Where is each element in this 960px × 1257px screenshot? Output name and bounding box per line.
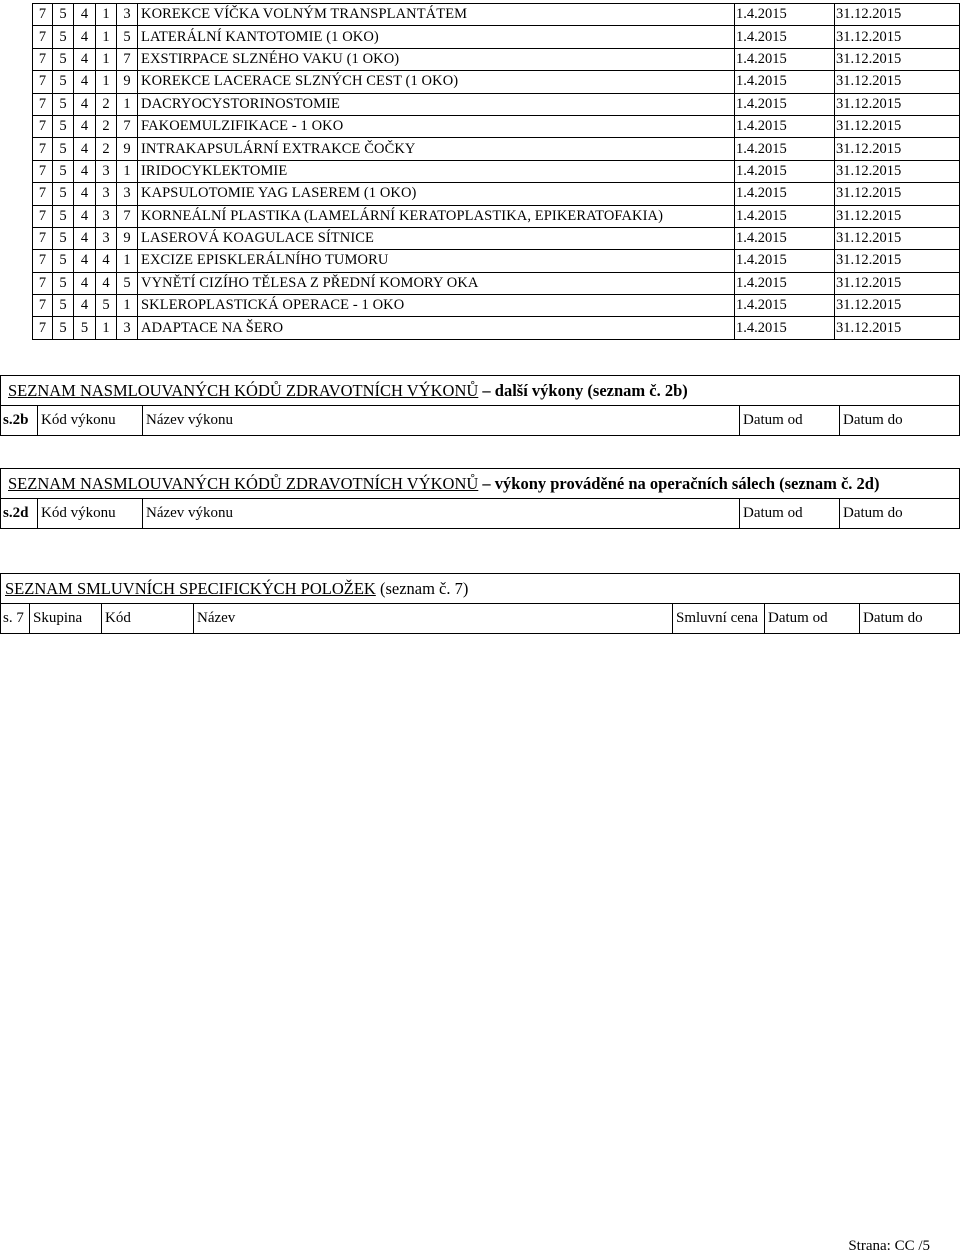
- list-7-section: [0, 573, 960, 634]
- date-from: 1.4.2015: [735, 160, 835, 182]
- list-7-col-price: Smluvní cena: [673, 604, 765, 634]
- code-digit-3: 4: [74, 183, 96, 205]
- code-digit-1: 7: [33, 272, 53, 294]
- code-digit-3: 4: [74, 48, 96, 70]
- procedure-name: KOREKCE LACERACE SLZNÝCH CEST (1 OKO): [138, 71, 735, 93]
- code-digit-1: 7: [33, 250, 53, 272]
- code-digit-4: 1: [96, 4, 117, 26]
- code-digit-3: 5: [74, 317, 96, 339]
- date-to: 31.12.2015: [835, 183, 960, 205]
- date-from: 1.4.2015: [735, 317, 835, 339]
- table-row: [33, 48, 960, 70]
- code-digit-5: 1: [117, 160, 138, 182]
- list-2b-col-to: Datum do: [840, 406, 960, 436]
- date-to: 31.12.2015: [835, 317, 960, 339]
- code-digit-2: 5: [53, 71, 74, 93]
- code-digit-3: 4: [74, 295, 96, 317]
- date-to: 31.12.2015: [835, 205, 960, 227]
- code-digit-5: 1: [117, 93, 138, 115]
- code-digit-4: 4: [96, 250, 117, 272]
- procedure-name: SKLEROPLASTICKÁ OPERACE - 1 OKO: [138, 295, 735, 317]
- code-digit-5: 5: [117, 272, 138, 294]
- table-row: [33, 317, 960, 339]
- code-digit-2: 5: [53, 160, 74, 182]
- code-digit-4: 1: [96, 71, 117, 93]
- table-row: [33, 295, 960, 317]
- code-digit-5: 3: [117, 4, 138, 26]
- code-digit-1: 7: [33, 138, 53, 160]
- code-digit-1: 7: [33, 48, 53, 70]
- date-from: 1.4.2015: [735, 183, 835, 205]
- code-digit-3: 4: [74, 227, 96, 249]
- procedure-name: INTRAKAPSULÁRNÍ EXTRAKCE ČOČKY: [138, 138, 735, 160]
- date-from: 1.4.2015: [735, 138, 835, 160]
- table-row: [33, 227, 960, 249]
- code-digit-5: 9: [117, 227, 138, 249]
- list-2d-col-code: Kód výkonu: [38, 499, 143, 529]
- procedure-name: ADAPTACE NA ŠERO: [138, 317, 735, 339]
- date-to: 31.12.2015: [835, 26, 960, 48]
- list-2b-title-main: SEZNAM NASMLOUVANÝCH KÓDŮ ZDRAVOTNÍCH VÝKONŮ: [8, 380, 479, 400]
- code-digit-1: 7: [33, 295, 53, 317]
- code-digit-2: 5: [53, 295, 74, 317]
- list-2d-title-main: SEZNAM NASMLOUVANÝCH KÓDŮ ZDRAVOTNÍCH VÝKONŮ: [8, 473, 479, 493]
- table-row: [33, 250, 960, 272]
- code-digit-2: 5: [53, 4, 74, 26]
- date-to: 31.12.2015: [835, 71, 960, 93]
- date-from: 1.4.2015: [735, 205, 835, 227]
- table-row: [33, 115, 960, 137]
- procedure-name: KOREKCE VÍČKA VOLNÝM TRANSPLANTÁTEM: [138, 4, 735, 26]
- code-digit-2: 5: [53, 183, 74, 205]
- list-2b-col-section: s.2b: [1, 406, 38, 436]
- procedure-name: VYNĚTÍ CIZÍHO TĚLESA Z PŘEDNÍ KOMORY OKA: [138, 272, 735, 294]
- date-to: 31.12.2015: [835, 295, 960, 317]
- list-2b-title-rest: – další výkony (seznam č. 2b): [478, 380, 688, 400]
- code-digit-5: 3: [117, 317, 138, 339]
- code-digit-5: 1: [117, 250, 138, 272]
- code-digit-4: 3: [96, 160, 117, 182]
- code-digit-1: 7: [33, 317, 53, 339]
- procedure-name: KORNEÁLNÍ PLASTIKA (LAMELÁRNÍ KERATOPLASTIKA, EPIKERATOFAKIA): [138, 205, 735, 227]
- code-digit-2: 5: [53, 26, 74, 48]
- code-digit-3: 4: [74, 160, 96, 182]
- code-digit-3: 4: [74, 205, 96, 227]
- code-digit-1: 7: [33, 227, 53, 249]
- date-to: 31.12.2015: [835, 272, 960, 294]
- code-digit-4: 1: [96, 317, 117, 339]
- list-2b-title: [1, 376, 960, 406]
- code-digit-5: 7: [117, 48, 138, 70]
- table-row: [33, 71, 960, 93]
- code-digit-4: 2: [96, 138, 117, 160]
- list-7-col-name: Název: [194, 604, 673, 634]
- code-digit-4: 1: [96, 48, 117, 70]
- table-row: [33, 93, 960, 115]
- list-2d-col-to: Datum do: [840, 499, 960, 529]
- code-digit-5: 9: [117, 138, 138, 160]
- code-digit-5: 3: [117, 183, 138, 205]
- procedure-name: EXSTIRPACE SLZNÉHO VAKU (1 OKO): [138, 48, 735, 70]
- code-digit-5: 7: [117, 205, 138, 227]
- date-from: 1.4.2015: [735, 250, 835, 272]
- list-2b-col-from: Datum od: [740, 406, 840, 436]
- list-7-title-main: SEZNAM SMLUVNÍCH SPECIFICKÝCH POLOŽEK: [5, 578, 376, 598]
- code-digit-5: 5: [117, 26, 138, 48]
- page-number: Strana: CC /5: [848, 1238, 930, 1254]
- date-from: 1.4.2015: [735, 115, 835, 137]
- table-row: [33, 272, 960, 294]
- code-digit-4: 5: [96, 295, 117, 317]
- date-from: 1.4.2015: [735, 227, 835, 249]
- code-digit-4: 2: [96, 93, 117, 115]
- code-digit-4: 2: [96, 115, 117, 137]
- code-digit-4: 3: [96, 183, 117, 205]
- date-to: 31.12.2015: [835, 93, 960, 115]
- procedure-name: IRIDOCYKLEKTOMIE: [138, 160, 735, 182]
- list-2d-section: [0, 468, 960, 529]
- date-to: 31.12.2015: [835, 227, 960, 249]
- table-row: [33, 205, 960, 227]
- code-digit-2: 5: [53, 272, 74, 294]
- list-7-col-section: s. 7: [1, 604, 30, 634]
- code-digit-2: 5: [53, 48, 74, 70]
- table-row: [33, 160, 960, 182]
- date-to: 31.12.2015: [835, 4, 960, 26]
- date-to: 31.12.2015: [835, 138, 960, 160]
- list-7-title-rest: (seznam č. 7): [375, 578, 469, 598]
- code-digit-4: 4: [96, 272, 117, 294]
- procedure-name: EXCIZE EPISKLERÁLNÍHO TUMORU: [138, 250, 735, 272]
- list-2d-col-name: Název výkonu: [143, 499, 740, 529]
- procedure-name: KAPSULOTOMIE YAG LASEREM (1 OKO): [138, 183, 735, 205]
- date-from: 1.4.2015: [735, 48, 835, 70]
- code-digit-3: 4: [74, 93, 96, 115]
- date-to: 31.12.2015: [835, 115, 960, 137]
- list-2d-col-section: s.2d: [1, 499, 38, 529]
- code-digit-1: 7: [33, 183, 53, 205]
- code-digit-1: 7: [33, 205, 53, 227]
- procedure-name: FAKOEMULZIFIKACE - 1 OKO: [138, 115, 735, 137]
- date-to: 31.12.2015: [835, 250, 960, 272]
- date-from: 1.4.2015: [735, 295, 835, 317]
- code-digit-1: 7: [33, 160, 53, 182]
- code-digit-3: 4: [74, 26, 96, 48]
- code-digit-3: 4: [74, 71, 96, 93]
- code-digit-2: 5: [53, 250, 74, 272]
- code-digit-1: 7: [33, 115, 53, 137]
- code-digit-2: 5: [53, 227, 74, 249]
- table-row: [33, 183, 960, 205]
- table-row: [33, 138, 960, 160]
- table-row: [33, 26, 960, 48]
- procedure-name: LASEROVÁ KOAGULACE SÍTNICE: [138, 227, 735, 249]
- code-digit-3: 4: [74, 138, 96, 160]
- list-7-col-group: Skupina: [30, 604, 102, 634]
- list-2b-section: [0, 375, 960, 436]
- code-digit-3: 4: [74, 4, 96, 26]
- code-digit-1: 7: [33, 26, 53, 48]
- date-to: 31.12.2015: [835, 160, 960, 182]
- date-from: 1.4.2015: [735, 71, 835, 93]
- list-2b-col-name: Název výkonu: [143, 406, 740, 436]
- code-digit-3: 4: [74, 272, 96, 294]
- code-digit-2: 5: [53, 205, 74, 227]
- code-digit-5: 9: [117, 71, 138, 93]
- code-digit-2: 5: [53, 93, 74, 115]
- procedure-table: [32, 3, 960, 340]
- code-digit-5: 1: [117, 295, 138, 317]
- code-digit-3: 4: [74, 250, 96, 272]
- code-digit-5: 7: [117, 115, 138, 137]
- list-2d-col-from: Datum od: [740, 499, 840, 529]
- procedure-name: LATERÁLNÍ KANTOTOMIE (1 OKO): [138, 26, 735, 48]
- table-row: [33, 4, 960, 26]
- list-2d-title-rest: – výkony prováděné na operačních sálech (seznam č. 2d): [478, 473, 880, 493]
- code-digit-2: 5: [53, 115, 74, 137]
- list-7-col-code: Kód: [102, 604, 194, 634]
- date-from: 1.4.2015: [735, 93, 835, 115]
- code-digit-4: 3: [96, 227, 117, 249]
- code-digit-4: 1: [96, 26, 117, 48]
- date-from: 1.4.2015: [735, 26, 835, 48]
- code-digit-2: 5: [53, 138, 74, 160]
- list-7-col-from: Datum od: [765, 604, 860, 634]
- code-digit-1: 7: [33, 4, 53, 26]
- procedure-name: DACRYOCYSTORINOSTOMIE: [138, 93, 735, 115]
- list-7-title: [1, 574, 960, 604]
- code-digit-1: 7: [33, 93, 53, 115]
- list-2d-title: [1, 469, 960, 499]
- list-2b-col-code: Kód výkonu: [38, 406, 143, 436]
- date-to: 31.12.2015: [835, 48, 960, 70]
- date-from: 1.4.2015: [735, 272, 835, 294]
- code-digit-2: 5: [53, 317, 74, 339]
- code-digit-1: 7: [33, 71, 53, 93]
- code-digit-3: 4: [74, 115, 96, 137]
- date-from: 1.4.2015: [735, 4, 835, 26]
- code-digit-4: 3: [96, 205, 117, 227]
- list-7-col-to: Datum do: [860, 604, 960, 634]
